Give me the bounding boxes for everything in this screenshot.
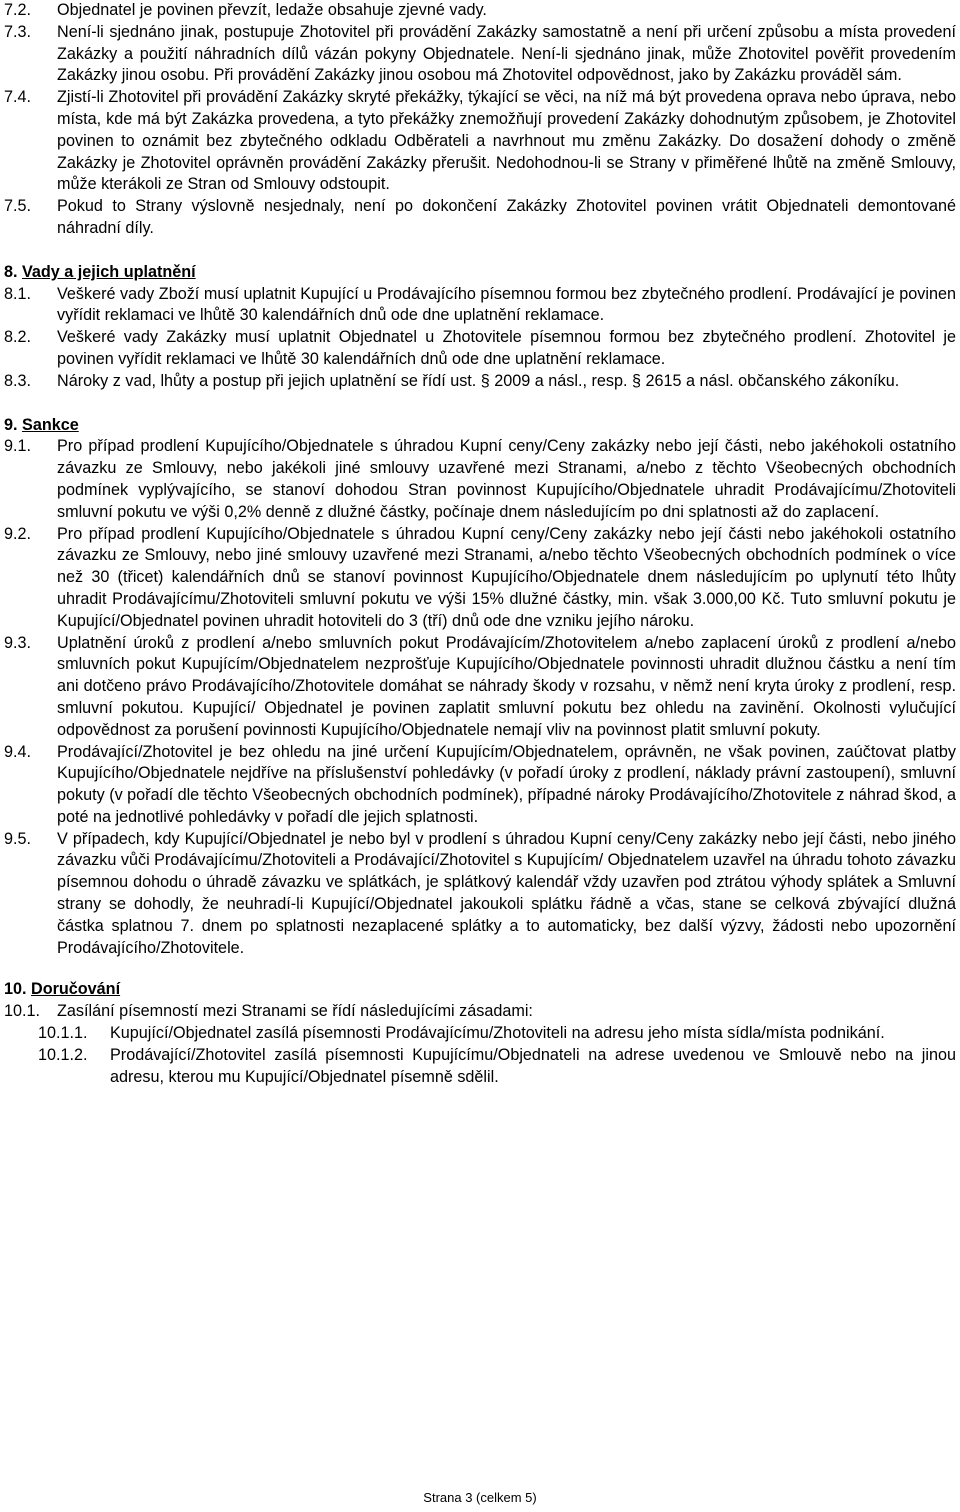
section-number: 9. <box>4 415 18 434</box>
clause-number: 8.1. <box>4 284 32 303</box>
clause-8-2 <box>0 327 960 371</box>
clause-7-2 <box>0 0 960 22</box>
section-title: Sankce <box>22 415 79 434</box>
clause-text: V případech, kdy Kupující/Objednatel je nebo byl v prodlení s úhradou Kupní ceny/Ceny zakázky nebo její části, nebo jiného závazku vůči Prodávajícímu/Zhotoviteli a Prodávající/Zhotovitel s Kupujícím/ Objednatelem uzavřel na úhradu tohoto závazku písemnou dohodu o úhradě závazku ve splátkách, je splátkový kalendář vždy uzavřen pod ztrátou výhody splátek a Smluvní strany se dohodly, že neuhradí-li Kupující/Objednatel jakoukoli splátku řádně a včas, stane se celková zbývající dlužná částka splatnou 7. dnem po splatnosti nezaplacené splátky a to automaticky, bez další výzvy, žádosti nebo upozornění Prodávajícího/Zhotovitele. <box>57 829 956 957</box>
clause-number: 9.5. <box>4 829 32 848</box>
section-heading-8 <box>0 262 960 284</box>
clause-7-5 <box>0 196 960 240</box>
clause-number: 9.1. <box>4 437 32 456</box>
clause-text: Uplatnění úroků z prodlení a/nebo smluvních pokut Prodávajícím/Zhotovitelem a/nebo zaplacení úroků z prodlení a/nebo smluvních pokut Kupujícím/Objednatelem nezprošťuje Kupujícího/Objednatele povinnosti uhradit dlužnou částku a není tím ani dotčeno právo Prodávajícího/Zhotovitele domáhat se náhrady škody v rozsahu, v němž není kryta úroky z prodlení, resp. smluvní pokutou. Kupující/ Objednatel je povinen zaplatit smluvní pokutu bez ohledu na zavinění. Okolnosti vylučující odpovědnost za porušení povinnosti Kupujícího/Objednatele nemají vliv na povinnost platit smluvní pokuty. <box>57 633 956 739</box>
section-number: 10. <box>4 980 27 999</box>
clause-text: Pro případ prodlení Kupujícího/Objednatele s úhradou Kupní ceny/Ceny zakázky nebo její části nebo jakéhokoli ostatního závazku ze Smlouvy, nebo jiné smlouvy uzavřené mezi Stranami, a/nebo těchto Všeobecných obchodních podmínek o více než 30 (třicet) kalendářních dnů se stanoví povinnost Kupujícího/Objednatele dnem následujícím po uplynutí této lhůty uhradit Prodávajícímu/Zhotoviteli smluvní pokutu ve výši 15% dlužné částky, min. však 3.000,00 Kč. Tuto smluvní pokutu je Kupující/Objednatel povinen uhradit hotoviteli do 3 (tří) dnů ode dne vzniku jejího nároku. <box>57 524 956 630</box>
clause-10-1 <box>0 1001 960 1023</box>
clause-7-3 <box>0 22 960 87</box>
clause-number: 7.3. <box>4 22 32 41</box>
section-number: 8. <box>4 262 18 281</box>
clause-9-3 <box>0 633 960 742</box>
clause-number: 7.5. <box>4 197 32 216</box>
clause-text: Kupující/Objednatel zasílá písemnosti Prodávajícímu/Zhotoviteli na adresu jeho místa sídla/místa podnikání. <box>110 1024 885 1043</box>
clause-9-2 <box>0 524 960 633</box>
section-heading-10 <box>0 979 960 1001</box>
clause-number: 9.3. <box>4 633 32 652</box>
clause-number: 7.4. <box>4 88 32 107</box>
clause-text: Zasílání písemností mezi Stranami se řídí následujícími zásadami: <box>57 1002 533 1021</box>
clause-text: Prodávající/Zhotovitel zasílá písemnosti Kupujícímu/Objednateli na adrese uvedenou ve Smlouvě nebo na jinou adresu, kterou mu Kupující/Objednatel písemně sdělil. <box>110 1045 956 1086</box>
clause-text: Veškeré vady Zakázky musí uplatnit Objednatel u Zhotovitele písemnou formou bez zbytečného prodlení. Zhotovitel je povinen vyřídit reklamaci ve lhůtě 30 kalendářních dnů ode dne uplatnění reklamace. <box>57 328 956 368</box>
clause-9-5 <box>0 829 960 960</box>
clause-number: 10.1.1. <box>38 1024 88 1043</box>
clause-9-4 <box>0 742 960 829</box>
clause-10-1-2 <box>0 1045 960 1089</box>
clause-7-4 <box>0 87 960 196</box>
clause-number: 7.2. <box>4 1 32 19</box>
clause-text: Nároky z vad, lhůty a postup při jejich uplatnění se řídí ust. § 2009 a násl., resp. § 2615 a násl. občanského zákoníku. <box>57 371 900 390</box>
clause-8-3 <box>0 371 960 393</box>
page-footer <box>0 1490 960 1506</box>
clause-number: 9.2. <box>4 524 32 543</box>
clause-10-1-1 <box>0 1023 960 1045</box>
section-heading-9 <box>0 415 960 437</box>
clause-9-1 <box>0 436 960 523</box>
clause-number: 10.1.2. <box>38 1045 88 1064</box>
clause-text: Zjistí-li Zhotovitel při provádění Zakázky skryté překážky, týkající se věci, na níž má být provedena oprava nebo úprava, nebo místa, kde má být Zakázka provedena, a tyto překážky znemožňují provedení Zakázky dohodnutým způsobem, je Zhotovitel povinen to oznámit bez zbytečného odkladu Odběrateli a navrhnout mu změnu Zakázky. Do dosažení dohody o změně Zakázky je Zhotovitel oprávněn provádění Zakázky přerušit. Nedohodnou-li se Strany v přiměřené lhůtě na změně Smlouvy, může kterákoli ze Stran od Smlouvy odstoupit. <box>57 88 956 194</box>
clause-text: Není-li sjednáno jinak, postupuje Zhotovitel při provádění Zakázky samostatně a není při určení způsobu a místa provedení Zakázky a použití náhradních dílů vázán pokyny Objednatele. Není-li sjednáno jinak, může Zhotovitel pověřit provedením Zakázky jinou osobu. Při provádění Zakázky jinou osobou má Zhotovitel odpovědnost, jako by Zakázku prováděl sám. <box>57 22 956 85</box>
clause-text: Pokud to Strany výslovně nesjednaly, není po dokončení Zakázky Zhotovitel povinen vrátit Objednateli demontované náhradní díly. <box>57 197 956 237</box>
clause-text: Veškeré vady Zboží musí uplatnit Kupující u Prodávajícího písemnou formou bez zbytečného prodlení. Prodávající je povinen vyřídit reklamaci ve lhůtě 30 kalendářních dnů ode dne uplatnění reklamace. <box>57 284 956 325</box>
clause-number: 8.3. <box>4 371 32 390</box>
page-number-label: Strana 3 (celkem 5) <box>423 1490 537 1505</box>
section-title: Vady a jejich uplatnění <box>22 262 196 281</box>
clause-8-1 <box>0 284 960 328</box>
clause-number: 8.2. <box>4 328 32 347</box>
section-title: Doručování <box>31 980 121 999</box>
clause-text: Pro případ prodlení Kupujícího/Objednatele s úhradou Kupní ceny/Ceny zakázky nebo její části, nebo jakéhokoli ostatního závazku ze Smlouvy, nebo jakékoli jiné smlouvy uzavřené mezi Stranami, a/nebo z těchto Všeobecných obchodních podmínek vyplývajícího, se stanoví dohodou Stran povinnost Kupujícího/Objednatele uhradit Prodávajícímu/Zhotoviteli smluvní pokutu ve výši 0,2% denně z dlužné částky, počínaje dnem následujícím po dni splatnosti až do zaplacení. <box>57 437 956 521</box>
clause-text: Prodávající/Zhotovitel je bez ohledu na jiné určení Kupujícím/Objednatelem, oprávněn, ne však povinen, zaúčtovat platby Kupujícího/Objednatele nejdříve na příslušenství pohledávky (v pořadí úroky z prodlení, náklady právní zastoupení), smluvní pokuty (v pořadí dle těchto Všeobecných obchodních podmínek), případné nároky Prodávajícího/Zhotovitele z náhrad škod, a poté na jednotlivé pohledávky v pořadí dle jejich splatnosti. <box>57 742 956 826</box>
clause-number: 9.4. <box>4 742 32 761</box>
clause-text: Objednatel je povinen převzít, ledaže obsahuje zjevné vady. <box>57 1 487 19</box>
clause-number: 10.1. <box>4 1002 41 1021</box>
